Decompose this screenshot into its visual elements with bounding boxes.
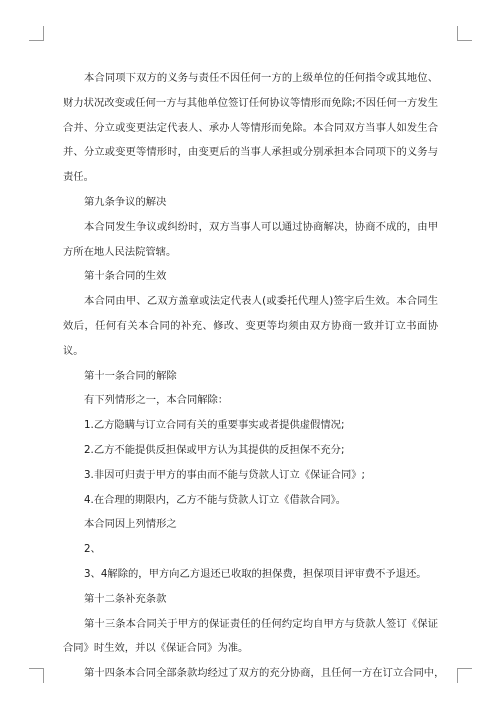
heading-article-11: 第十一条合同的解除 xyxy=(84,369,177,382)
paragraph-obligations: 本合同项下双方的义务与责任不因任何一方的上级单位的任何指令或其地位、财力状况改变或任何一方与其他单位签订任何协议等情形而免除;不因任何一方发生合并、分立或变更法定代表人、承办人等情形而免除。本合同双方当事人如发生合并、分立或变更等情形时，由变更后的当事人承担或分别承担本合同项下的义务与责任。 xyxy=(63,72,438,184)
paragraph-article-13: 第十三条本合同关于甲方的保证责任的任何约定均自甲方与贷款人签订《保证合同》时生效，并以《保证合同》为准。 xyxy=(63,617,438,655)
document-body xyxy=(63,66,445,686)
crop-mark-bottom-right xyxy=(457,668,472,683)
paragraph-effectiveness: 本合同由甲、乙双方盖章或法定代表人(或委托代理人)签字后生效。本合同生效后，任何有关本合同的补充、修改、变更等均须由双方协商一致并订立书面协议。 xyxy=(63,295,438,357)
heading-article-10: 第十条合同的生效 xyxy=(84,270,167,283)
list-item-4: 4.在合理的期限内，乙方不能与贷款人订立《借款合同》。 xyxy=(84,493,347,506)
paragraph-termination-cases: 本合同因上列情形之 xyxy=(84,518,177,531)
crop-mark-top-right xyxy=(457,26,472,41)
heading-article-9: 第九条争议的解决 xyxy=(84,195,167,208)
crop-mark-bottom-left xyxy=(29,668,44,683)
paragraph-article-14: 第十四条本合同全部条款均经过了双方的充分协商，且任何一方在订立合同中， xyxy=(84,667,445,680)
paragraph-dispute: 本合同发生争议或纠纷时，双方当事人可以通过协商解决，协商不成的，由甲方所在地人民法院管辖。 xyxy=(63,220,438,258)
paragraph-refund: 3、4解除的，甲方向乙方退还已收取的担保费，担保项目评审费不予退还。 xyxy=(84,567,427,580)
list-item-3: 3.非因可归责于甲方的事由而不能与贷款人订立《保证合同》; xyxy=(84,468,366,481)
heading-article-12: 第十二条补充条款 xyxy=(84,592,167,605)
crop-mark-top-left xyxy=(29,26,44,41)
list-item-2: 2.乙方不能提供反担保或甲方认为其提供的反担保不充分; xyxy=(84,443,345,456)
paragraph-item-ref: 2、 xyxy=(84,543,101,556)
paragraph-termination-intro: 有下列情形之一，本合同解除： xyxy=(84,394,229,407)
list-item-1: 1.乙方隐瞒与订立合同有关的重要事实或者提供虚假情况; xyxy=(84,419,345,432)
